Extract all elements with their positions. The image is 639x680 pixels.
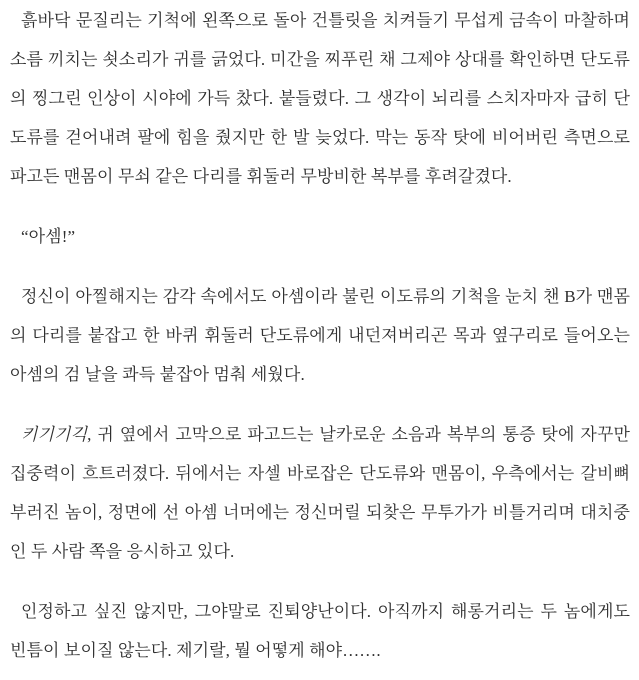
paragraph xyxy=(10,1,630,196)
paragraph-list xyxy=(10,1,630,670)
text-segment: 정신이 아찔해지는 감각 속에서도 아셈이라 불린 이도류의 기척을 눈치 챈 B가 맨몸의 다리를 붙잡고 한 바퀴 휘둘러 단도류에게 내던져버리곤 목과 옆구리로 들어오는 아셈의 검 날을 콰득 붙잡아 멈춰 세웠다. xyxy=(10,287,630,384)
paragraph xyxy=(10,277,630,394)
paragraph xyxy=(10,217,630,256)
paragraph xyxy=(10,415,630,571)
onomatopoeia-italic-text: 키기기긱 xyxy=(21,425,88,444)
paragraph xyxy=(10,592,630,670)
text-segment: 인정하고 싶진 않지만, 그야말로 진퇴양난이다. 아직까지 해롱거리는 두 놈에게도 빈틈이 보이질 않는다. 제기랄, 뭘 어떻게 해야……. xyxy=(10,602,630,660)
text-segment: 흙바닥 문질리는 기척에 왼쪽으로 돌아 건틀릿을 치켜들기 무섭게 금속이 마찰하며 소름 끼치는 쇳소리가 귀를 긁었다. 미간을 찌푸린 채 그제야 상대를 확인하면 단도류의 찡그린 인상이 시야에 가득 찼다. 붙들렸다. 그 생각이 뇌리를 스치자마자 급히 단도류를 걷어내려 팔에 힘을 줬지만 한 발 늦었다. 막는 동작 탓에 비어버린 측면으로 파고든 맨몸이 무쇠 같은 다리를 휘둘러 무방비한 복부를 후려갈겼다. xyxy=(10,11,630,186)
text-segment: “아셈!” xyxy=(21,227,76,246)
text-segment: , 귀 옆에서 고막으로 파고드는 날카로운 소음과 복부의 통증 탓에 자꾸만 집중력이 흐트러졌다. 뒤에서는 자셀 바로잡은 단도류와 맨몸이, 우측에서는 갈비뼈 부러진 놈이, 정면에 선 아셈 너머에는 정신머릴 되찾은 무투가가 비틀거리며 대치중인 두 사람 쪽을 응시하고 있다. xyxy=(10,425,630,561)
